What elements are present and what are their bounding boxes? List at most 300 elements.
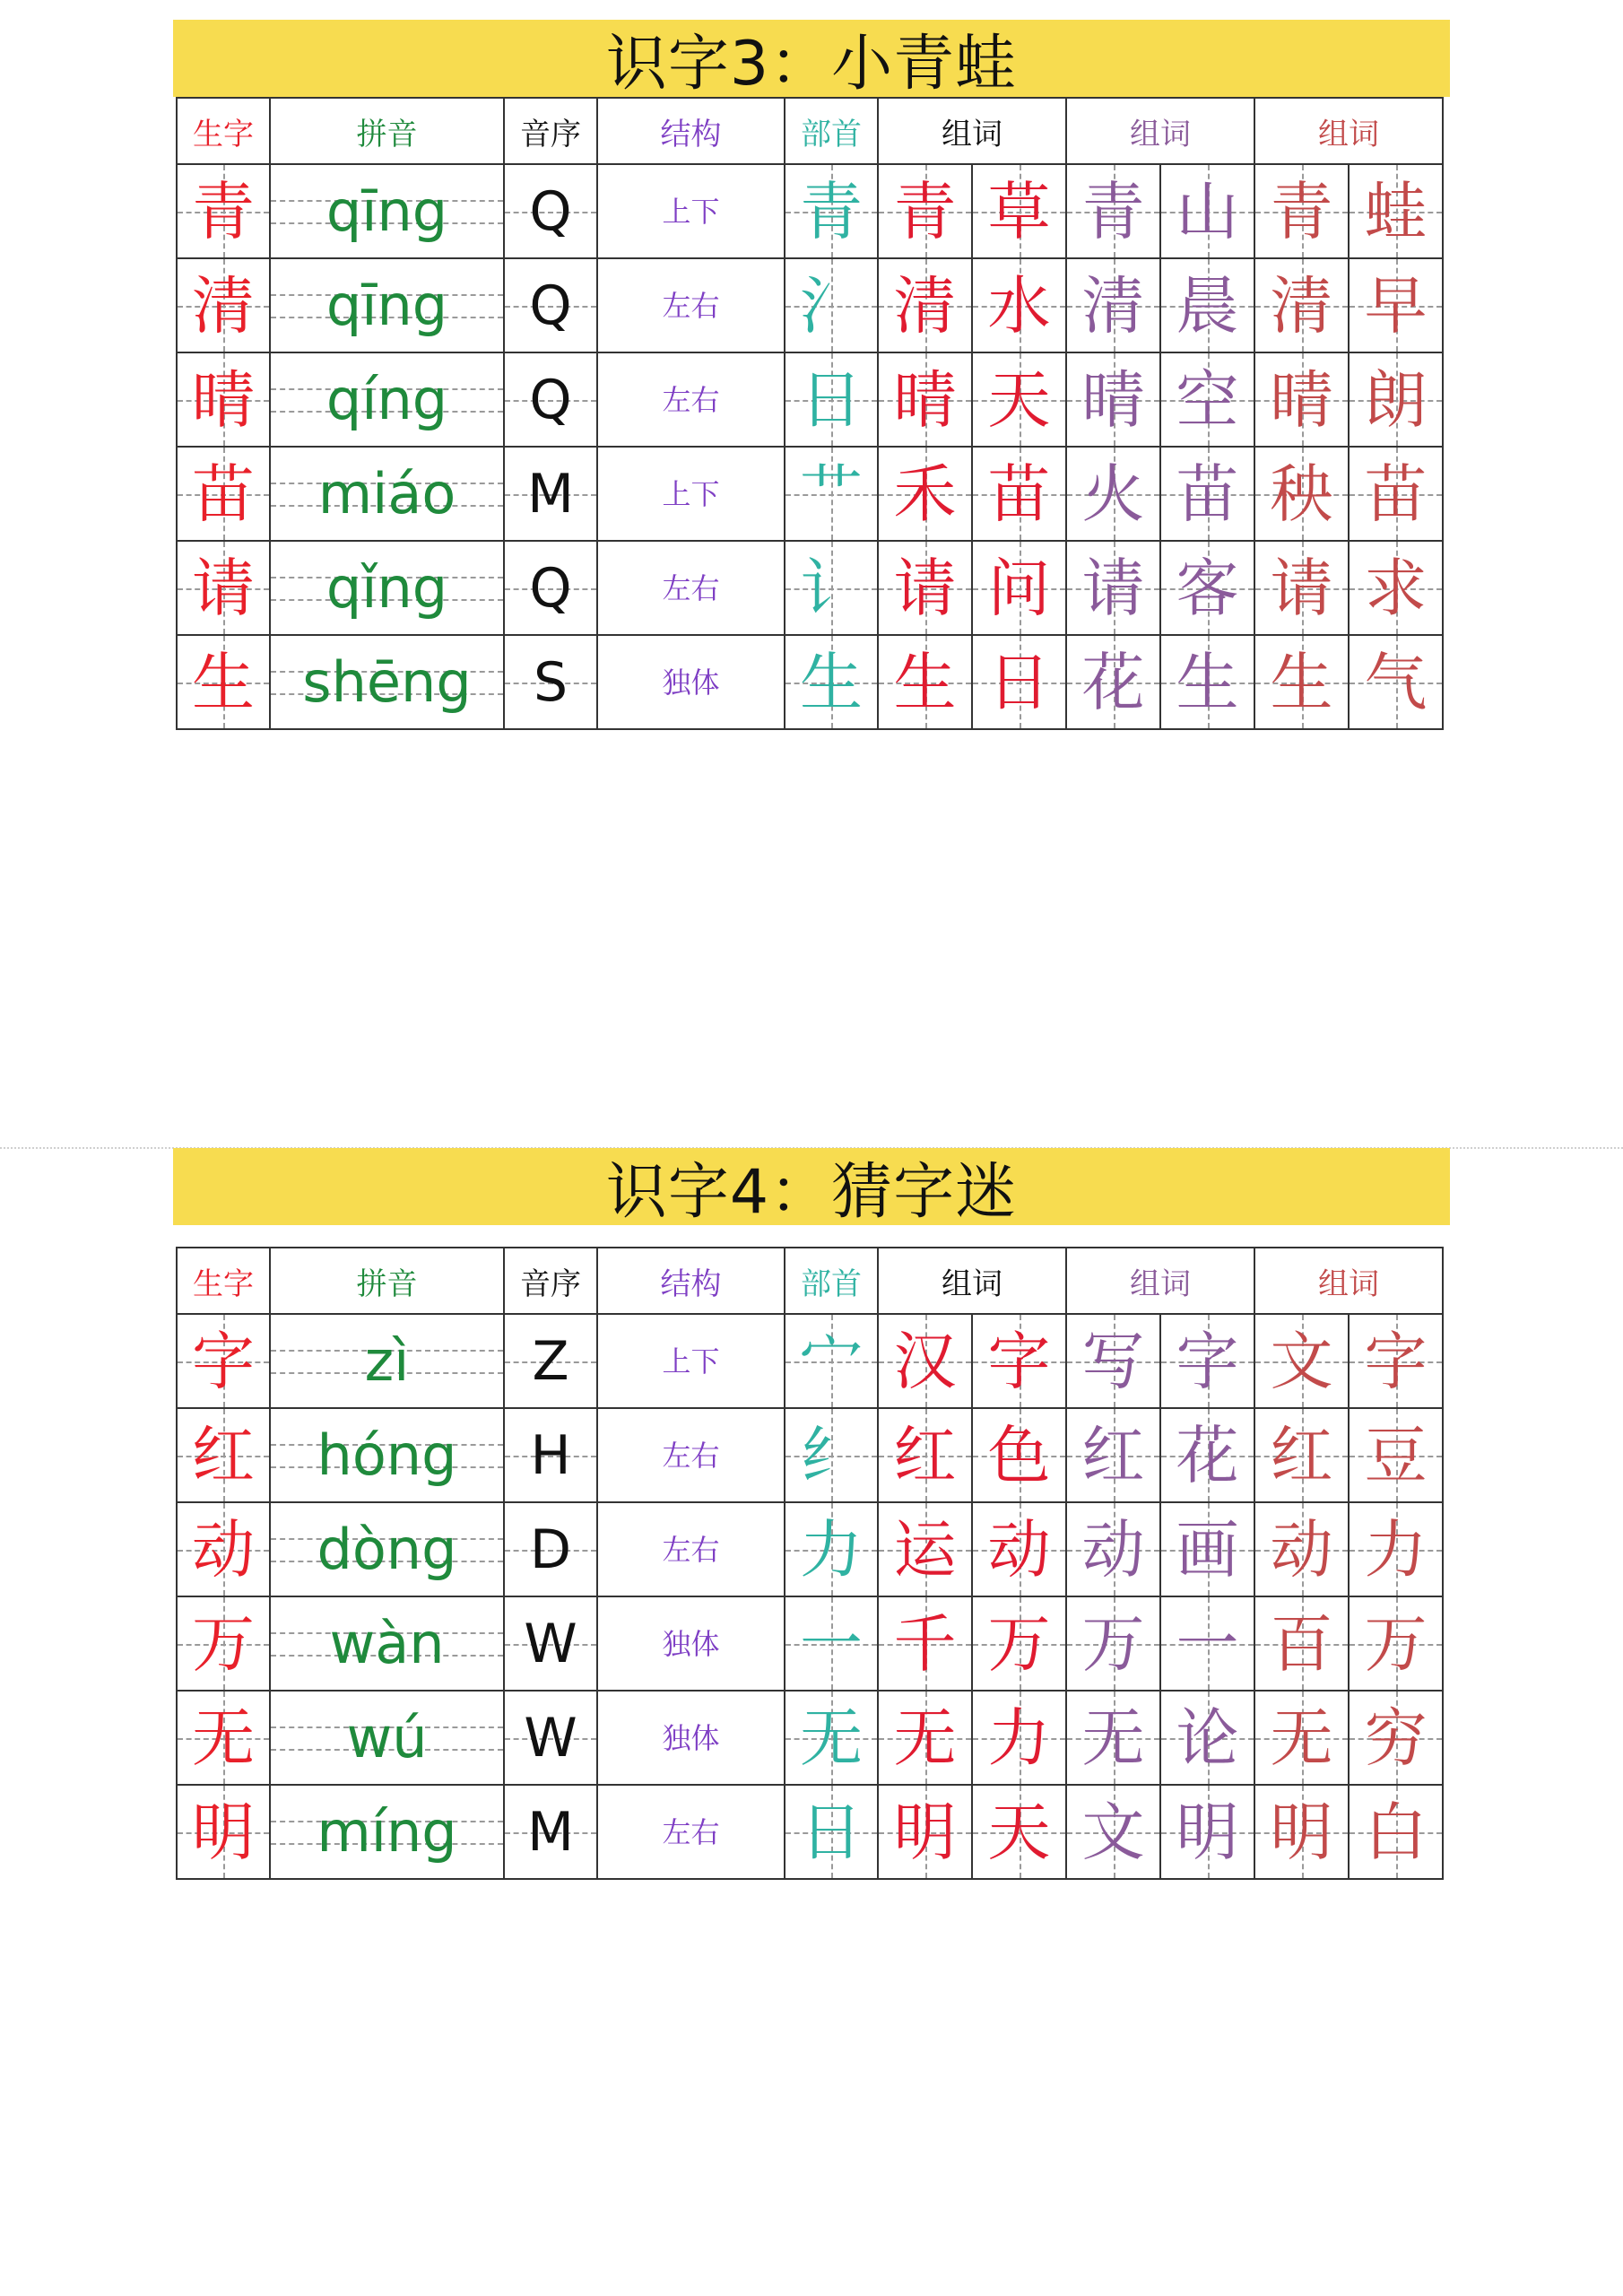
- word-character-text: 生: [1270, 645, 1333, 719]
- word-character-text: 豆: [1364, 1418, 1428, 1492]
- new-character-text: 无: [192, 1700, 255, 1775]
- word-character: [1349, 1502, 1443, 1596]
- word-character-text: 请: [1081, 551, 1145, 625]
- word-character-text: 动: [1270, 1512, 1333, 1587]
- word-character: [878, 1691, 972, 1785]
- new-character: [177, 635, 270, 729]
- initial-letter-text: Q: [529, 368, 572, 431]
- word-character: [1066, 164, 1160, 258]
- word-character-text: 请: [1270, 551, 1333, 625]
- initial-letter-text: S: [533, 650, 568, 714]
- initial-letter: [504, 352, 597, 447]
- word-character: [878, 1408, 972, 1502]
- word-character-text: 画: [1176, 1512, 1239, 1587]
- word-character-text: 力: [987, 1700, 1051, 1775]
- table-row: [177, 1408, 1443, 1502]
- structure-text: 左右: [662, 288, 720, 323]
- word-character: [972, 1596, 1066, 1691]
- header-cell-text: 音序: [520, 1265, 581, 1302]
- word-character-text: 水: [987, 268, 1051, 343]
- structure: [597, 1408, 785, 1502]
- word-character-text: 求: [1364, 551, 1428, 625]
- initial-letter-text: M: [527, 1800, 574, 1864]
- word-character-text: 空: [1176, 362, 1239, 437]
- word-character-text: 清: [1270, 268, 1333, 343]
- word-character: [1254, 1502, 1349, 1596]
- word-character: [972, 1314, 1066, 1408]
- word-character: [972, 258, 1066, 352]
- word-character-text: 蛙: [1364, 174, 1428, 248]
- word-character: [972, 1502, 1066, 1596]
- radical: [785, 258, 878, 352]
- pinyin: [270, 1314, 504, 1408]
- word-character: [1160, 1314, 1254, 1408]
- pinyin: [270, 1596, 504, 1691]
- character-table: [176, 97, 1444, 730]
- word-character-text: 问: [987, 551, 1051, 625]
- pinyin-text: wú: [346, 1704, 428, 1770]
- radical-text: 讠: [800, 551, 863, 625]
- word-character: [972, 635, 1066, 729]
- initial-letter-text: W: [524, 1706, 577, 1770]
- word-character: [1349, 635, 1443, 729]
- word-character-text: 运: [893, 1512, 957, 1587]
- word-character-text: 万: [987, 1606, 1051, 1681]
- word-character-text: 苗: [1176, 457, 1239, 531]
- initial-letter: [504, 1314, 597, 1408]
- word-character: [878, 352, 972, 447]
- word-character: [1349, 447, 1443, 541]
- word-character: [1254, 1691, 1349, 1785]
- pinyin: [270, 1408, 504, 1502]
- word-character: [972, 164, 1066, 258]
- structure: [597, 1785, 785, 1879]
- structure-text: 左右: [662, 1532, 720, 1567]
- table-row: [177, 1314, 1443, 1408]
- word-character: [1254, 258, 1349, 352]
- header-cell-text: 拼音: [356, 116, 418, 152]
- pinyin-text: qīng: [325, 272, 448, 338]
- structure: [597, 1596, 785, 1691]
- word-character-text: 晴: [1270, 362, 1333, 437]
- pinyin: [270, 1785, 504, 1879]
- word-character: [1254, 541, 1349, 635]
- radical-text: 日: [800, 362, 863, 437]
- structure-text: 上下: [662, 476, 720, 511]
- header-cell-text: 组词: [1130, 1265, 1191, 1302]
- radical-text: 宀: [800, 1324, 863, 1398]
- header-cell-text: 部首: [801, 1265, 862, 1302]
- structure: [597, 352, 785, 447]
- word-character: [1349, 164, 1443, 258]
- word-character-text: 千: [893, 1606, 957, 1681]
- header-cell: [1254, 1248, 1443, 1314]
- radical-text: 生: [800, 645, 863, 719]
- word-character-text: 花: [1081, 645, 1145, 719]
- word-character: [972, 352, 1066, 447]
- structure: [597, 541, 785, 635]
- pinyin: [270, 352, 504, 447]
- initial-letter: [504, 164, 597, 258]
- word-character: [1066, 447, 1160, 541]
- header-cell: [785, 98, 878, 164]
- header-cell-text: 组词: [942, 1265, 1002, 1302]
- word-character-text: 山: [1176, 174, 1239, 248]
- word-character-text: 明: [893, 1795, 957, 1869]
- word-character: [878, 447, 972, 541]
- word-character: [878, 1502, 972, 1596]
- word-character: [878, 1596, 972, 1691]
- initial-letter: [504, 635, 597, 729]
- radical-text: 力: [800, 1512, 863, 1587]
- header-cell: [1066, 1248, 1254, 1314]
- word-character: [1254, 1785, 1349, 1879]
- word-character-text: 客: [1176, 551, 1239, 625]
- word-character-text: 秧: [1270, 457, 1333, 531]
- radical: [785, 635, 878, 729]
- pinyin: [270, 1502, 504, 1596]
- new-character: [177, 1596, 270, 1691]
- word-character-text: 晴: [1081, 362, 1145, 437]
- word-character-text: 万: [1081, 1606, 1145, 1681]
- word-character-text: 字: [1176, 1324, 1239, 1398]
- word-character: [1160, 1691, 1254, 1785]
- initial-letter-text: D: [529, 1518, 572, 1581]
- word-character-text: 禾: [893, 457, 957, 531]
- word-character: [1160, 541, 1254, 635]
- word-character-text: 生: [1176, 645, 1239, 719]
- word-character-text: 动: [1081, 1512, 1145, 1587]
- structure-text: 左右: [662, 382, 720, 417]
- word-character-text: 汉: [893, 1324, 957, 1398]
- word-character: [972, 1691, 1066, 1785]
- header-cell-text: 生字: [193, 1265, 254, 1302]
- word-character: [1160, 1596, 1254, 1691]
- table-row: [177, 1691, 1443, 1785]
- pinyin: [270, 635, 504, 729]
- header-cell-text: 结构: [660, 1265, 722, 1302]
- table-row: [177, 1502, 1443, 1596]
- header-cell: [504, 98, 597, 164]
- new-character-text: 红: [192, 1418, 255, 1492]
- header-cell-text: 组词: [1130, 116, 1191, 152]
- word-character: [972, 1408, 1066, 1502]
- pinyin: [270, 447, 504, 541]
- word-character: [1066, 258, 1160, 352]
- header-cell: [597, 1248, 785, 1314]
- radical-text: 纟: [800, 1418, 863, 1492]
- new-character-text: 苗: [192, 457, 255, 531]
- radical-text: 青: [800, 174, 863, 248]
- word-character: [1254, 1408, 1349, 1502]
- radical-text: 一: [800, 1606, 863, 1681]
- header-cell-text: 生字: [193, 116, 254, 152]
- initial-letter-text: Z: [532, 1329, 569, 1393]
- word-character-text: 青: [1081, 174, 1145, 248]
- lesson-title: 识字4：猜字迷: [173, 1148, 1450, 1225]
- word-character-text: 苗: [1364, 457, 1428, 531]
- header-cell-text: 音序: [520, 116, 581, 152]
- structure-text: 上下: [662, 1344, 720, 1378]
- word-character: [1160, 1408, 1254, 1502]
- new-character-text: 请: [192, 551, 255, 625]
- word-character: [1349, 1314, 1443, 1408]
- radical-text: 艹: [800, 457, 863, 531]
- structure-text: 上下: [662, 194, 720, 229]
- new-character-text: 字: [192, 1324, 255, 1398]
- structure: [597, 1502, 785, 1596]
- new-character-text: 生: [192, 645, 255, 719]
- pinyin: [270, 1691, 504, 1785]
- initial-letter-text: H: [530, 1423, 571, 1487]
- initial-letter: [504, 541, 597, 635]
- radical: [785, 1691, 878, 1785]
- initial-letter: [504, 1785, 597, 1879]
- radical: [785, 164, 878, 258]
- word-character: [1349, 258, 1443, 352]
- word-character-text: 红: [1270, 1418, 1333, 1492]
- header-cell: [270, 98, 504, 164]
- structure-text: 左右: [662, 570, 720, 605]
- header-cell: [177, 98, 270, 164]
- radical-text: 日: [800, 1795, 863, 1869]
- header-cell: [504, 1248, 597, 1314]
- radical-text: 氵: [800, 268, 863, 343]
- new-character-text: 清: [192, 268, 255, 343]
- new-character-text: 青: [192, 174, 255, 248]
- word-character: [878, 1314, 972, 1408]
- word-character-text: 天: [987, 1795, 1051, 1869]
- table-row: [177, 258, 1443, 352]
- structure: [597, 635, 785, 729]
- header-cell: [878, 1248, 1066, 1314]
- pinyin-text: shēng: [302, 648, 472, 715]
- new-character: [177, 1408, 270, 1502]
- word-character: [972, 1785, 1066, 1879]
- word-character: [878, 541, 972, 635]
- pinyin-text: qǐng: [325, 554, 448, 621]
- word-character-text: 明: [1176, 1795, 1239, 1869]
- structure: [597, 1691, 785, 1785]
- word-character: [1066, 1785, 1160, 1879]
- pinyin-text: miáo: [317, 460, 456, 526]
- new-character: [177, 258, 270, 352]
- word-character-text: 清: [893, 268, 957, 343]
- word-character-text: 文: [1081, 1795, 1145, 1869]
- word-character-text: 花: [1176, 1418, 1239, 1492]
- word-character-text: 写: [1081, 1324, 1145, 1398]
- initial-letter-text: Q: [529, 556, 572, 620]
- radical-text: 无: [800, 1700, 863, 1775]
- word-character: [1254, 635, 1349, 729]
- word-character-text: 力: [1364, 1512, 1428, 1587]
- pinyin-text: qíng: [325, 366, 448, 432]
- table-row: [177, 1785, 1443, 1879]
- word-character-text: 动: [987, 1512, 1051, 1587]
- initial-letter: [504, 1691, 597, 1785]
- word-character-text: 无: [1081, 1700, 1145, 1775]
- radical: [785, 1596, 878, 1691]
- header-cell-text: 组词: [1318, 1265, 1379, 1302]
- table-row: [177, 352, 1443, 447]
- header-cell: [597, 98, 785, 164]
- word-character-text: 论: [1176, 1700, 1239, 1775]
- word-character: [1066, 1314, 1160, 1408]
- pinyin-text: qīng: [325, 178, 448, 244]
- structure-text: 左右: [662, 1814, 720, 1849]
- initial-letter: [504, 1596, 597, 1691]
- new-character: [177, 164, 270, 258]
- structure-text: 独体: [662, 1720, 720, 1755]
- structure: [597, 164, 785, 258]
- word-character: [1066, 635, 1160, 729]
- word-character: [878, 258, 972, 352]
- header-row: [177, 98, 1443, 164]
- word-character-text: 草: [987, 174, 1051, 248]
- word-character: [1160, 1785, 1254, 1879]
- word-character-text: 早: [1364, 268, 1428, 343]
- word-character-text: 青: [893, 174, 957, 248]
- word-character-text: 无: [893, 1700, 957, 1775]
- header-cell: [785, 1248, 878, 1314]
- word-character: [1349, 1408, 1443, 1502]
- word-character: [1066, 1691, 1160, 1785]
- new-character: [177, 1785, 270, 1879]
- word-character-text: 明: [1270, 1795, 1333, 1869]
- radical: [785, 447, 878, 541]
- word-character-text: 红: [893, 1418, 957, 1492]
- word-character: [972, 541, 1066, 635]
- radical: [785, 1408, 878, 1502]
- word-character: [1066, 541, 1160, 635]
- initial-letter: [504, 258, 597, 352]
- word-character: [1160, 1502, 1254, 1596]
- header-cell: [878, 98, 1066, 164]
- word-character-text: 晴: [893, 362, 957, 437]
- word-character: [1254, 164, 1349, 258]
- word-character: [1349, 352, 1443, 447]
- word-character: [1254, 352, 1349, 447]
- new-character: [177, 352, 270, 447]
- initial-letter: [504, 447, 597, 541]
- pinyin-text: míng: [317, 1798, 457, 1865]
- radical: [785, 352, 878, 447]
- header-cell-text: 组词: [942, 116, 1002, 152]
- structure: [597, 1314, 785, 1408]
- word-character-text: 字: [1364, 1324, 1428, 1398]
- word-character-text: 青: [1270, 174, 1333, 248]
- table-row: [177, 541, 1443, 635]
- word-character: [878, 1785, 972, 1879]
- word-character: [1160, 352, 1254, 447]
- word-character-text: 朗: [1364, 362, 1428, 437]
- initial-letter-text: W: [524, 1612, 577, 1675]
- word-character: [1349, 1596, 1443, 1691]
- initial-letter: [504, 1502, 597, 1596]
- word-character-text: 日: [987, 645, 1051, 719]
- word-character: [1066, 1596, 1160, 1691]
- structure-text: 左右: [662, 1438, 720, 1473]
- word-character: [1066, 352, 1160, 447]
- table-row: [177, 1596, 1443, 1691]
- word-character-text: 白: [1364, 1795, 1428, 1869]
- word-character: [1254, 1596, 1349, 1691]
- radical: [785, 1785, 878, 1879]
- radical: [785, 541, 878, 635]
- word-character-text: 清: [1081, 268, 1145, 343]
- initial-letter-text: Q: [529, 274, 572, 337]
- header-cell-text: 部首: [801, 116, 862, 152]
- header-cell: [270, 1248, 504, 1314]
- table-row: [177, 447, 1443, 541]
- word-character: [878, 635, 972, 729]
- new-character: [177, 1314, 270, 1408]
- word-character: [1066, 1408, 1160, 1502]
- lesson-title: 识字3：小青蛙: [173, 20, 1450, 97]
- word-character: [1160, 447, 1254, 541]
- new-character-text: 动: [192, 1512, 255, 1587]
- word-character-text: 红: [1081, 1418, 1145, 1492]
- new-character-text: 明: [192, 1795, 255, 1869]
- word-character-text: 色: [987, 1418, 1051, 1492]
- word-character-text: 苗: [987, 457, 1051, 531]
- new-character: [177, 1502, 270, 1596]
- new-character: [177, 541, 270, 635]
- header-cell-text: 结构: [660, 116, 722, 152]
- word-character: [1254, 447, 1349, 541]
- structure: [597, 258, 785, 352]
- word-character-text: 万: [1364, 1606, 1428, 1681]
- pinyin-text: dòng: [317, 1516, 457, 1582]
- word-character: [1160, 635, 1254, 729]
- radical: [785, 1502, 878, 1596]
- character-table: [176, 1247, 1444, 1880]
- word-character-text: 文: [1270, 1324, 1333, 1398]
- word-character-text: 生: [893, 645, 957, 719]
- word-character: [1349, 1691, 1443, 1785]
- pinyin: [270, 541, 504, 635]
- word-character-text: 字: [987, 1324, 1051, 1398]
- page-2: [0, 1148, 1623, 2296]
- word-character-text: 穷: [1364, 1700, 1428, 1775]
- initial-letter: [504, 1408, 597, 1502]
- initial-letter-text: Q: [529, 179, 572, 243]
- word-character: [878, 164, 972, 258]
- word-character: [1349, 1785, 1443, 1879]
- pinyin: [270, 164, 504, 258]
- word-character: [1066, 1502, 1160, 1596]
- word-character-text: 火: [1081, 457, 1145, 531]
- new-character-text: 万: [192, 1606, 255, 1681]
- word-character-text: 一: [1176, 1606, 1239, 1681]
- pinyin-text: zì: [364, 1327, 410, 1394]
- word-character-text: 无: [1270, 1700, 1333, 1775]
- header-row: [177, 1248, 1443, 1314]
- new-character: [177, 1691, 270, 1785]
- word-character-text: 百: [1270, 1606, 1333, 1681]
- word-character: [1349, 541, 1443, 635]
- word-character: [1160, 164, 1254, 258]
- word-character: [1254, 1314, 1349, 1408]
- header-cell-text: 拼音: [356, 1265, 418, 1302]
- pinyin: [270, 258, 504, 352]
- header-cell: [1066, 98, 1254, 164]
- word-character-text: 气: [1364, 645, 1428, 719]
- initial-letter-text: M: [527, 462, 574, 526]
- structure-text: 独体: [662, 1626, 720, 1661]
- word-character-text: 天: [987, 362, 1051, 437]
- word-character-text: 晨: [1176, 268, 1239, 343]
